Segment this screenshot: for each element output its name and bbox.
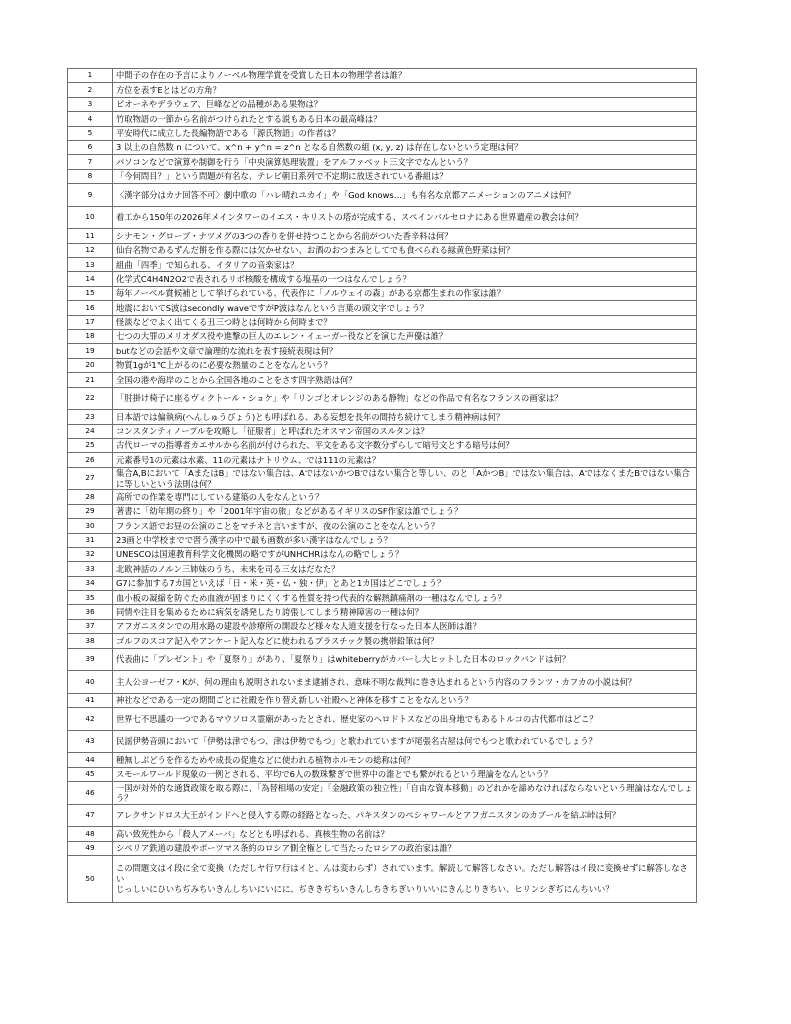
question-text: 著書に「幼年期の終り」や「2001年宇宙の旅」などがあるイギリスのSF作家は誰でしょう？ bbox=[113, 504, 697, 518]
question-number: 14 bbox=[68, 272, 113, 286]
quiz-table-body bbox=[68, 69, 697, 903]
question-text: シナモン・グローブ・ナツメグの3つの香りを併せ持つことから名前がついた香辛料は何？ bbox=[113, 229, 697, 243]
table-row bbox=[68, 576, 697, 590]
question-text: この問題文はイ段に全て変換（ただしヤ行ワ行はイと、んは変わらず）されています。解読して解答しなさい。ただし解答はイ段に変換せずに解答しなさい じっしいにひいちぢみちいきんしちいにいにに、ぢききぢちいきんしちきちぎいりいいにきんじりきちい、ヒリンシぎぢにんちいい？ bbox=[113, 856, 697, 903]
question-text: 竹取物語の一節から名前がつけられたとする説もある日本の最高峰は？ bbox=[113, 112, 697, 126]
question-number: 46 bbox=[68, 782, 113, 805]
question-text: 3 以上の自然数 n について、x^n + y^n = z^n となる自然数の組 (x, y, z) は存在しないという定理は何？ bbox=[113, 140, 697, 154]
question-number: 24 bbox=[68, 424, 113, 438]
table-row bbox=[68, 619, 697, 633]
table-row bbox=[68, 804, 697, 827]
question-number: 29 bbox=[68, 504, 113, 518]
question-number: 25 bbox=[68, 438, 113, 452]
table-row bbox=[68, 373, 697, 387]
question-text: 同情や注目を集めるために病気を誘発したり誇張してしまう精神障害の一種は何？ bbox=[113, 605, 697, 619]
question-number: 43 bbox=[68, 730, 113, 753]
table-row bbox=[68, 648, 697, 671]
question-number: 20 bbox=[68, 358, 113, 372]
question-text: UNESCOは国連教育科学文化機関の略ですがUNHCHRはなんの略でしょう？ bbox=[113, 547, 697, 561]
question-number: 16 bbox=[68, 301, 113, 315]
table-row bbox=[68, 708, 697, 731]
question-number: 41 bbox=[68, 693, 113, 707]
question-number: 48 bbox=[68, 827, 113, 841]
question-number: 23 bbox=[68, 410, 113, 424]
quiz-table bbox=[67, 68, 697, 903]
question-number: 18 bbox=[68, 330, 113, 344]
question-text: 仙台名物であるずんだ餅を作る際には欠かせない、お酒のおつまみとしてでも食べられる緑黄色野菜は何？ bbox=[113, 243, 697, 257]
question-text: パソコンなどで演算や制御を行う「中央演算処理装置」をアルファベット三文字でなんという？ bbox=[113, 155, 697, 169]
table-row bbox=[68, 112, 697, 126]
table-row bbox=[68, 605, 697, 619]
question-number: 6 bbox=[68, 140, 113, 154]
question-text: ピオーネやデラウェア、巨峰などの品種がある果物は？ bbox=[113, 97, 697, 111]
question-number: 8 bbox=[68, 169, 113, 183]
table-row bbox=[68, 155, 697, 169]
question-number: 45 bbox=[68, 767, 113, 781]
question-text: アフガニスタンでの用水路の建設や診療所の開設など様々な人道支援を行なった日本人医師は誰？ bbox=[113, 619, 697, 633]
question-text: 中間子の存在の予言によりノーベル物理学賞を受賞した日本の物理学者は誰？ bbox=[113, 69, 697, 83]
table-row bbox=[68, 243, 697, 257]
question-number: 9 bbox=[68, 184, 113, 207]
question-text: 一国が対外的な通貨政策を取る際に、「為替相場の安定」「金融政策の独立性」「自由な資本移動」のどれかを諦めなければならないという理論はなんでしょう？ bbox=[113, 782, 697, 805]
question-number: 1 bbox=[68, 69, 113, 83]
question-number: 35 bbox=[68, 591, 113, 605]
question-number: 2 bbox=[68, 83, 113, 97]
question-number: 33 bbox=[68, 562, 113, 576]
table-row bbox=[68, 387, 697, 410]
table-row bbox=[68, 782, 697, 805]
table-row bbox=[68, 229, 697, 243]
table-row bbox=[68, 504, 697, 518]
question-number: 40 bbox=[68, 671, 113, 694]
table-row bbox=[68, 358, 697, 372]
question-text: 「今何問目？」という問題が有名な、テレビ朝日系列で不定期に放送されている番組は？ bbox=[113, 169, 697, 183]
question-number: 47 bbox=[68, 804, 113, 827]
question-text: 集合A,Bにおいて「AまたはB」ではない集合は、AではないかつBではない集合と等しい、のと「AかつB」ではない集合は、AではなくまたBではない集合に等しいという法則は何？ bbox=[113, 467, 697, 490]
table-row bbox=[68, 301, 697, 315]
question-text: ゴルフのスコア記入やアンケート記入などに使われるプラスチック製の携帯鉛筆は何？ bbox=[113, 634, 697, 648]
question-text: 〈漢字部分はカナ回答不可〉劇中歌の「ハレ晴れユカイ」や「God knows…」も有名な京都アニメーションのアニメは何？ bbox=[113, 184, 697, 207]
table-row bbox=[68, 841, 697, 855]
question-text: シベリア鉄道の建設やポーツマス条約のロシア側全権として当たったロシアの政治家は誰？ bbox=[113, 841, 697, 855]
question-text: 23画と中学校までで習う漢字の中で最も画数が多い漢字はなんでしょう？ bbox=[113, 533, 697, 547]
question-number: 27 bbox=[68, 467, 113, 490]
question-text: 毎年ノーベル賞候補として挙げられている、代表作に「ノルウェイの森」がある京都生まれの作家は誰？ bbox=[113, 286, 697, 300]
question-text: 高所での作業を専門にしている建築の人をなんという？ bbox=[113, 490, 697, 504]
question-number: 26 bbox=[68, 453, 113, 467]
table-row bbox=[68, 286, 697, 300]
table-row bbox=[68, 490, 697, 504]
table-row bbox=[68, 424, 697, 438]
table-row bbox=[68, 272, 697, 286]
table-row bbox=[68, 126, 697, 140]
question-number: 44 bbox=[68, 753, 113, 767]
question-number: 21 bbox=[68, 373, 113, 387]
question-number: 34 bbox=[68, 576, 113, 590]
question-text: アレクサンドロス大王がインドへと侵入する際の経路となった、パキスタンのペシャワールとアフガニスタンのカブールを結ぶ峠は何？ bbox=[113, 804, 697, 827]
question-number: 5 bbox=[68, 126, 113, 140]
question-text: 全国の港や海岸のことから全国各地のことをさす四字熟語は何？ bbox=[113, 373, 697, 387]
table-row bbox=[68, 169, 697, 183]
table-row bbox=[68, 591, 697, 605]
question-text: 地震においてS波はsecondly waveですがP波はなんという言葉の頭文字でしょう？ bbox=[113, 301, 697, 315]
question-number: 3 bbox=[68, 97, 113, 111]
table-row bbox=[68, 547, 697, 561]
question-text: butなどの会話や文章で論理的な流れを表す接続表現は何？ bbox=[113, 344, 697, 358]
question-number: 4 bbox=[68, 112, 113, 126]
question-text: 化学式C4H4N2O2で表されるリボ核酸を構成する塩基の一つはなんでしょう？ bbox=[113, 272, 697, 286]
table-row bbox=[68, 140, 697, 154]
table-row bbox=[68, 671, 697, 694]
table-row bbox=[68, 184, 697, 207]
question-text: コンスタンティノープルを攻略し「征服者」と呼ばれたオスマン帝国のスルタンは？ bbox=[113, 424, 697, 438]
question-text: 平安時代に成立した長編物語である「源氏物語」の作者は？ bbox=[113, 126, 697, 140]
question-text: 怪談などでよく出てくる丑三つ時とは何時から何時まで？ bbox=[113, 315, 697, 329]
question-text: 北欧神話のノルン三姉妹のうち、未来を司る三女はだなた？ bbox=[113, 562, 697, 576]
question-number: 30 bbox=[68, 519, 113, 533]
question-number: 50 bbox=[68, 856, 113, 903]
table-row bbox=[68, 206, 697, 229]
question-number: 37 bbox=[68, 619, 113, 633]
question-text: 主人公ヨーゼフ・Kが、何の理由も説明されないまま逮捕され、意味不明な裁判に巻き込まれるという内容のフランツ・カフカの小説は何？ bbox=[113, 671, 697, 694]
table-row bbox=[68, 467, 697, 490]
question-text: 組曲「四季」で知られる、イタリアの音楽家は？ bbox=[113, 258, 697, 272]
question-text: 着工から150年の2026年メインタワーのイエス・キリストの塔が完成する、スペインバルセロナにある世界遺産の教会は何？ bbox=[113, 206, 697, 229]
table-row bbox=[68, 97, 697, 111]
table-row bbox=[68, 827, 697, 841]
table-row bbox=[68, 453, 697, 467]
table-row bbox=[68, 730, 697, 753]
table-row bbox=[68, 519, 697, 533]
table-row bbox=[68, 330, 697, 344]
table-row bbox=[68, 753, 697, 767]
question-text: 高い致死性から「殺人アメーバ」などとも呼ばれる、真核生物の名前は？ bbox=[113, 827, 697, 841]
question-number: 32 bbox=[68, 547, 113, 561]
question-text: フランス語でお昼の公演のことをマチネと言いますが、夜の公演のことをなんという？ bbox=[113, 519, 697, 533]
question-text: 古代ローマの指導者カエサルから名前が付けられた、平文をある文字数分ずらして暗号文とする暗号は何？ bbox=[113, 438, 697, 452]
table-row bbox=[68, 410, 697, 424]
table-row bbox=[68, 767, 697, 781]
question-number: 38 bbox=[68, 634, 113, 648]
question-number: 22 bbox=[68, 387, 113, 410]
table-row bbox=[68, 315, 697, 329]
question-text: 神社などである一定の期間ごとに社殿を作り替え新しい社殿へと神体を移すことをなんという？ bbox=[113, 693, 697, 707]
table-row bbox=[68, 856, 697, 903]
question-text: 方位を表すEとはどの方角？ bbox=[113, 83, 697, 97]
question-number: 7 bbox=[68, 155, 113, 169]
table-row bbox=[68, 533, 697, 547]
question-number: 12 bbox=[68, 243, 113, 257]
question-number: 31 bbox=[68, 533, 113, 547]
table-row bbox=[68, 344, 697, 358]
question-number: 19 bbox=[68, 344, 113, 358]
question-text: 日本語では偏執病(へんしゅうびょう)とも呼ばれる、ある妄想を長年の間持ち続けてしまう精神病は何？ bbox=[113, 410, 697, 424]
question-text: 民謡伊勢音頭において「伊勢は津でもつ、津は伊勢でもつ」と歌われていますが尾張名古屋は何でもつと歌われているでしょう？ bbox=[113, 730, 697, 753]
question-text: 七つの大罪のメリオダス役や進撃の巨人のエレン・イェーガー役などを演じた声優は誰？ bbox=[113, 330, 697, 344]
question-number: 10 bbox=[68, 206, 113, 229]
question-number: 28 bbox=[68, 490, 113, 504]
question-text: スモールワールド現象の一例とされる、平均で6人の数珠繋ぎで世界中の誰とでも繋がれるという理論をなんという？ bbox=[113, 767, 697, 781]
question-text: 血小板の凝縮を防ぐため血液が固まりにくくする性質を持つ代表的な解熱鎮痛剤の一種はなんでしょう？ bbox=[113, 591, 697, 605]
table-row bbox=[68, 438, 697, 452]
question-text: 種無しぶどうを作るためや成長の促進などに使われる植物ホルモンの総称は何？ bbox=[113, 753, 697, 767]
question-text: 世界七不思議の一つであるマウソロス霊廟があったとされ、歴史家のヘロドトスなどの出身地でもあるトルコの古代都市はどこ？ bbox=[113, 708, 697, 731]
question-text: G7に参加する7カ国といえば「日・米・英・仏・独・伊」とあと1カ国はどこでしょう？ bbox=[113, 576, 697, 590]
question-number: 11 bbox=[68, 229, 113, 243]
question-number: 13 bbox=[68, 258, 113, 272]
question-text: 物質1gが1℃上がるのに必要な熱量のことをなんという？ bbox=[113, 358, 697, 372]
question-text: 「肘掛け椅子に座るヴィクトール・ショケ」や「リンゴとオレンジのある静物」などの作品で有名なフランスの画家は？ bbox=[113, 387, 697, 410]
question-text: 代表曲に「プレゼント」や「夏祭り」があり、「夏祭り」はwhiteberryがカバーし大ヒットした日本のロックバンドは何？ bbox=[113, 648, 697, 671]
table-row bbox=[68, 693, 697, 707]
question-text: 元素番号1の元素は水素、11の元素はナトリウム、では111の元素は？ bbox=[113, 453, 697, 467]
table-row bbox=[68, 83, 697, 97]
question-number: 49 bbox=[68, 841, 113, 855]
question-number: 42 bbox=[68, 708, 113, 731]
question-number: 17 bbox=[68, 315, 113, 329]
question-number: 39 bbox=[68, 648, 113, 671]
question-number: 15 bbox=[68, 286, 113, 300]
question-number: 36 bbox=[68, 605, 113, 619]
table-row bbox=[68, 562, 697, 576]
table-row bbox=[68, 634, 697, 648]
table-row bbox=[68, 69, 697, 83]
table-row bbox=[68, 258, 697, 272]
